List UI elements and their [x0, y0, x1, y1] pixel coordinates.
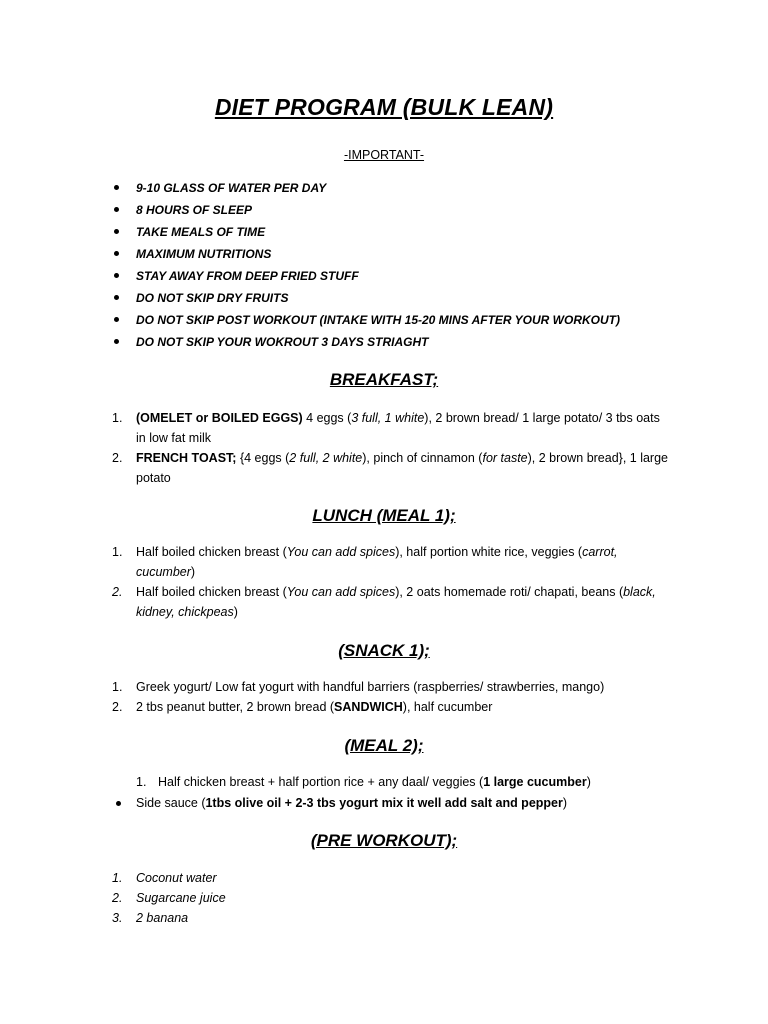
- breakfast-list: [112, 408, 672, 488]
- list-item: DO NOT SKIP YOUR WOKROUT 3 DAYS STRIAGHT: [114, 334, 620, 356]
- list-item: 2. 2 tbs peanut butter, 2 brown bread (SANDWICH), half cucumber: [112, 700, 493, 714]
- list-item: STAY AWAY FROM DEEP FRIED STUFF: [114, 268, 620, 290]
- snack-list: [112, 677, 672, 717]
- list-item: DO NOT SKIP POST WORKOUT (INTAKE WITH 15-20 MINS AFTER YOUR WORKOUT): [114, 312, 620, 334]
- side-sauce-item: Side sauce (1tbs olive oil + 2-3 tbs yogurt mix it well add salt and pepper): [114, 793, 736, 813]
- list-item: MAXIMUM NUTRITIONS: [114, 246, 620, 268]
- page-title: DIET PROGRAM (BULK LEAN): [214, 94, 554, 120]
- list-item: 9-10 GLASS OF WATER PER DAY: [114, 180, 620, 202]
- meal2-list: [136, 772, 696, 792]
- snack-heading: (SNACK 1);: [338, 641, 430, 660]
- important-list: [114, 180, 620, 356]
- bullet-icon: [116, 801, 121, 806]
- breakfast-heading: BREAKFAST;: [329, 370, 439, 389]
- bullet-icon: [114, 229, 119, 234]
- bullet-icon: [114, 207, 119, 212]
- bullet-icon: [114, 185, 119, 190]
- lunch-list: [112, 542, 672, 622]
- list-item: 1. Half boiled chicken breast (You can add spices), half portion white rice, veggies (carrot, cucumber): [112, 545, 618, 579]
- lunch-heading: LUNCH (MEAL 1);: [312, 506, 456, 525]
- meal2-heading: (MEAL 2);: [344, 736, 424, 755]
- list-item: 2. Sugarcane juice: [112, 891, 226, 905]
- bullet-icon: [114, 295, 119, 300]
- list-item: 1. Greek yogurt/ Low fat yogurt with handful barriers (raspberries/ strawberries, mango): [112, 680, 605, 694]
- list-item: 1. Coconut water: [112, 871, 217, 885]
- bullet-icon: [114, 273, 119, 278]
- bullet-icon: [114, 339, 119, 344]
- important-label: -IMPORTANT-: [343, 148, 425, 162]
- bullet-icon: [114, 317, 119, 322]
- list-item: 1. (OMELET or BOILED EGGS) 4 eggs (3 full, 1 white), 2 brown bread/ 1 large potato/ 3 tbs oats in low fat milk: [112, 411, 660, 445]
- list-item: 1. Half chicken breast + half portion rice + any daal/ veggies (1 large cucumber): [136, 775, 591, 789]
- list-item: 2. FRENCH TOAST; {4 eggs (2 full, 2 white), pinch of cinnamon (for taste), 2 brown bread}, 1 large potato: [112, 451, 669, 485]
- pre-workout-list: [112, 868, 226, 928]
- list-item: 2. Half boiled chicken breast (You can add spices), 2 oats homemade roti/ chapati, beans (black, kidney, chickpeas): [112, 585, 656, 619]
- list-item: TAKE MEALS OF TIME: [114, 224, 620, 246]
- list-item: 8 HOURS OF SLEEP: [114, 202, 620, 224]
- list-item: DO NOT SKIP DRY FRUITS: [114, 290, 620, 312]
- bullet-icon: [114, 251, 119, 256]
- pre-workout-heading: (PRE WORKOUT);: [310, 831, 458, 850]
- list-item: 3. 2 banana: [112, 911, 189, 925]
